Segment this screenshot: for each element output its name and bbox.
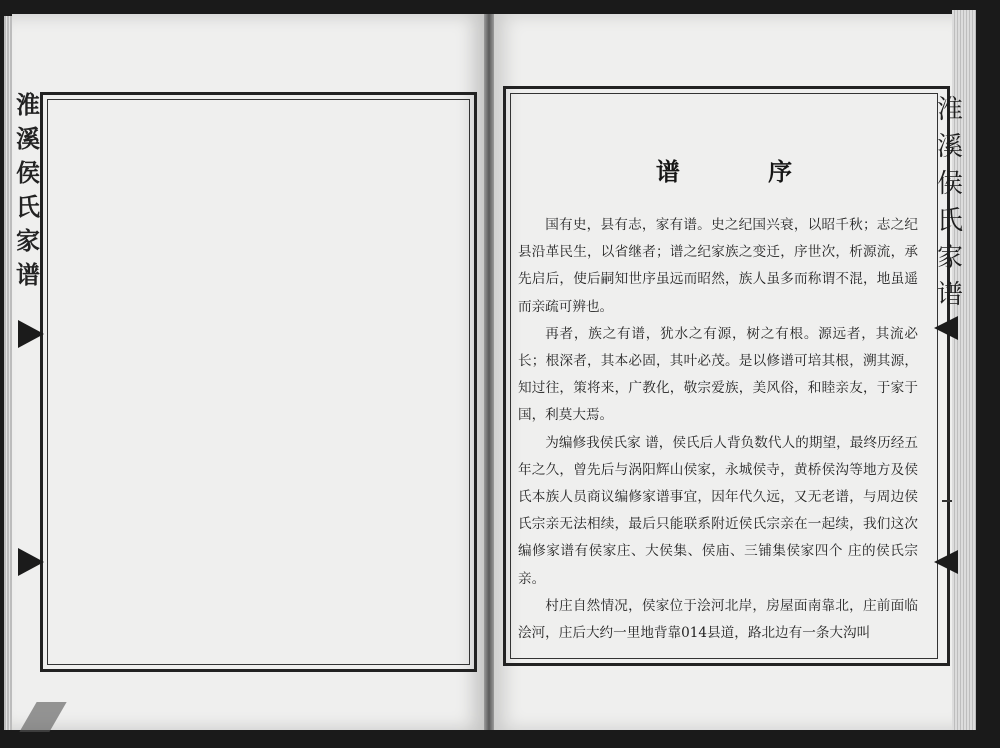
left-spine-char: 淮 <box>16 90 40 119</box>
right-spine-char: 谱 <box>936 280 963 310</box>
right-spine-title <box>935 92 965 314</box>
preface-paragraph: 再者，族之有谱，犹水之有源，树之有根。源远者，其流必长；根深者，其本必固，其叶必茂。是以修谱可培其根，溯其源，知过往，策将来，广教化，敬宗爱族，美风俗，和睦亲友，于家于国，利莫大焉。 <box>518 325 918 424</box>
preface-paragraph: 国有史，县有志，家有谱。史之纪国兴衰，以昭千秋；志之纪县沿革民生，以省继者；谱之纪家族之变迁，序世次，析源流，承先启后，使后嗣知世序虽远而昭然，族人虽多而称谓不混，地虽遥而亲疏可辨也。 <box>518 217 918 315</box>
left-spine-char: 侯 <box>16 158 40 187</box>
left-spine-marker-top <box>18 320 44 348</box>
right-spine-marker-bottom <box>934 550 958 574</box>
right-spine-char: 淮 <box>936 95 963 125</box>
book-gutter <box>484 14 494 730</box>
right-margin-tick <box>942 500 952 502</box>
right-spine-char: 侯 <box>936 169 963 199</box>
left-spine-char: 溪 <box>16 124 40 153</box>
right-spine-char: 溪 <box>936 132 963 162</box>
preface-body <box>518 212 918 647</box>
left-spine-char: 谱 <box>16 260 40 289</box>
left-spine-char: 氏 <box>16 192 40 221</box>
preface-paragraph: 村庄自然情况，侯家位于浍河北岸，房屋面南靠北，庄前面临浍河，庄后大约一里地背靠014县道，路北边有一条大沟叫 <box>518 597 918 642</box>
left-spine-title <box>12 88 44 292</box>
left-spine-char: 家 <box>16 226 40 255</box>
preface-paragraph: 为编修我侯氏家 谱，侯氏后人背负数代人的期望，最终历经五年之久，曾先后与涡阳辉山侯家，永城侯寺，黄桥侯沟等地方及侯氏本族人员商议编修家谱事宜，因年代久远，又无老谱，与周边侯氏宗亲无法相续，最后只能联系附近侯氏宗亲在一起续，我们这次编修家谱有侯家庄、大侯集、侯庙、三铺集侯家四个 庄的侯氏宗亲。 <box>518 434 918 587</box>
right-spine-char: 氏 <box>936 206 963 236</box>
left-page-inner-border <box>47 99 470 665</box>
preface-title: 谱 序 <box>655 158 833 186</box>
right-spine-char: 家 <box>936 243 963 273</box>
right-spine-marker-top <box>934 316 958 340</box>
left-spine-marker-bottom <box>18 548 44 576</box>
